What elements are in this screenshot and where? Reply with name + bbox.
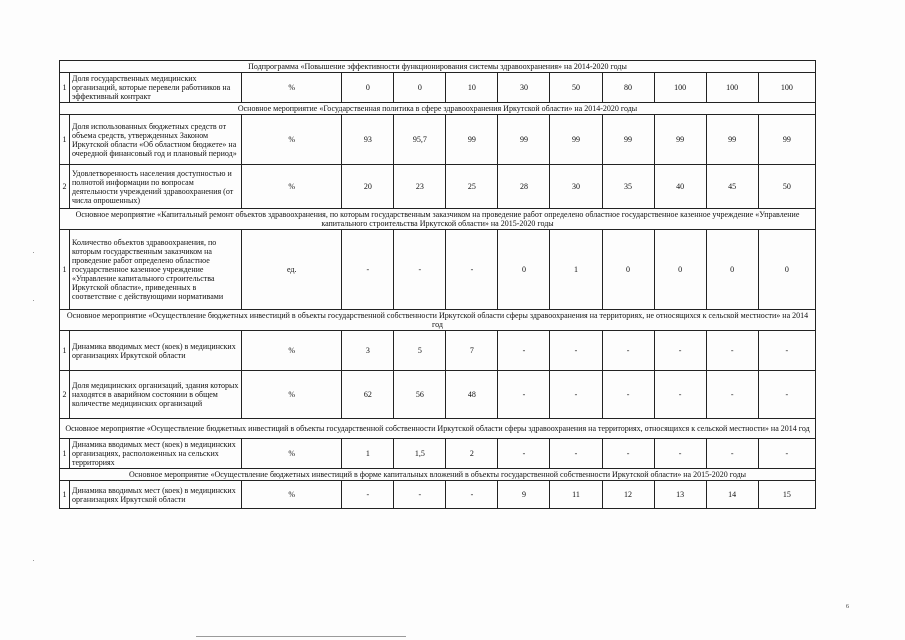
row-number: 2: [60, 165, 70, 209]
value-cell: 13: [654, 481, 706, 509]
value-cell: -: [706, 331, 758, 371]
section-header-row: [60, 209, 816, 230]
scan-artifact-dot: [33, 300, 34, 301]
table-row: [60, 331, 816, 371]
value-cell: 56: [394, 371, 446, 419]
value-cell: 12: [602, 481, 654, 509]
value-cell: 3: [342, 331, 394, 371]
value-cell: -: [654, 439, 706, 469]
value-cell: -: [706, 439, 758, 469]
indicator-name: Доля медицинских организаций, здания которых находятся в аварийном состоянии в общем количестве медицинских организаций: [70, 371, 242, 419]
value-cell: -: [602, 439, 654, 469]
value-cell: 20: [342, 165, 394, 209]
unit-cell: %: [242, 439, 342, 469]
value-cell: 100: [654, 73, 706, 103]
unit-cell: %: [242, 331, 342, 371]
section-header-row: [60, 103, 816, 115]
unit-cell: %: [242, 371, 342, 419]
value-cell: 1: [342, 439, 394, 469]
scan-artifact-line: [196, 636, 406, 637]
row-number: 1: [60, 331, 70, 371]
unit-cell: %: [242, 73, 342, 103]
value-cell: 99: [550, 115, 602, 165]
unit-cell: %: [242, 481, 342, 509]
row-number: 1: [60, 230, 70, 310]
value-cell: 9: [498, 481, 550, 509]
value-cell: 30: [498, 73, 550, 103]
value-cell: -: [758, 371, 815, 419]
value-cell: 0: [498, 230, 550, 310]
value-cell: 50: [550, 73, 602, 103]
section-header-row: [60, 61, 816, 73]
value-cell: 0: [342, 73, 394, 103]
value-cell: -: [602, 331, 654, 371]
unit-cell: %: [242, 165, 342, 209]
indicator-name: Динамика вводимых мест (коек) в медицинских организациях Иркутской области: [70, 481, 242, 509]
section-title: Основное мероприятие «Капитальный ремонт объектов здравоохранения, по которым государственным заказчиком на проведение работ определено областное государственное казенное учреждение «Управление капитального строительства Иркутской области» на 2015-2020 годы: [60, 209, 816, 230]
value-cell: 5: [394, 331, 446, 371]
value-cell: 30: [550, 165, 602, 209]
value-cell: -: [550, 371, 602, 419]
value-cell: -: [498, 439, 550, 469]
indicator-name: Удовлетворенность населения доступностью и полнотой информации по вопросам деятельности учреждений здравоохранения (от числа опрошенных): [70, 165, 242, 209]
value-cell: 62: [342, 371, 394, 419]
unit-cell: %: [242, 115, 342, 165]
value-cell: 100: [758, 73, 815, 103]
value-cell: 35: [602, 165, 654, 209]
value-cell: -: [758, 331, 815, 371]
value-cell: 48: [446, 371, 498, 419]
value-cell: 0: [706, 230, 758, 310]
value-cell: -: [342, 230, 394, 310]
value-cell: 15: [758, 481, 815, 509]
value-cell: 11: [550, 481, 602, 509]
value-cell: 0: [394, 73, 446, 103]
value-cell: 80: [602, 73, 654, 103]
indicator-name: Доля использованных бюджетных средств от объема средств, утвержденных Законом Иркутской области «Об областном бюджете» на очередной финансовый год и плановый период»: [70, 115, 242, 165]
indicator-name: Динамика вводимых мест (коек) в медицинских организациях, расположенных на сельских территориях: [70, 439, 242, 469]
section-title: Подпрограмма «Повышение эффективности функционирования системы здравоохранения» на 2014-2020 годы: [60, 61, 816, 73]
indicator-name: Количество объектов здравоохранения, по которым государственным заказчиком на проведение работ определено областное государственное казенное учреждение «Управление капитального строительства Иркутской области», приведенных в соответствие с действующими нормативами: [70, 230, 242, 310]
value-cell: 99: [758, 115, 815, 165]
table-row: [60, 165, 816, 209]
indicator-name: Динамика вводимых мест (коек) в медицинских организациях Иркутской области: [70, 331, 242, 371]
value-cell: -: [758, 439, 815, 469]
row-number: 2: [60, 371, 70, 419]
unit-cell: ед.: [242, 230, 342, 310]
value-cell: 1,5: [394, 439, 446, 469]
value-cell: 23: [394, 165, 446, 209]
value-cell: -: [394, 481, 446, 509]
section-header-row: [60, 310, 816, 331]
table-row: [60, 230, 816, 310]
row-number: 1: [60, 115, 70, 165]
value-cell: 45: [706, 165, 758, 209]
value-cell: -: [498, 331, 550, 371]
page-number: 6: [846, 604, 849, 610]
value-cell: -: [550, 331, 602, 371]
indicators-table: [59, 60, 816, 509]
value-cell: -: [654, 331, 706, 371]
value-cell: 100: [706, 73, 758, 103]
row-number: 1: [60, 481, 70, 509]
value-cell: -: [498, 371, 550, 419]
value-cell: -: [550, 439, 602, 469]
value-cell: -: [446, 481, 498, 509]
value-cell: 10: [446, 73, 498, 103]
value-cell: 14: [706, 481, 758, 509]
section-header-row: [60, 469, 816, 481]
value-cell: -: [342, 481, 394, 509]
value-cell: 0: [602, 230, 654, 310]
value-cell: 0: [654, 230, 706, 310]
value-cell: -: [446, 230, 498, 310]
section-title: Основное мероприятие «Осуществление бюджетных инвестиций в форме капитальных вложений в объекты государственной собственности Иркутской области» на 2015-2020 годы: [60, 469, 816, 481]
value-cell: 99: [654, 115, 706, 165]
value-cell: 1: [550, 230, 602, 310]
value-cell: -: [654, 371, 706, 419]
table-row: [60, 371, 816, 419]
table-row: [60, 73, 816, 103]
row-number: 1: [60, 439, 70, 469]
indicator-name: Доля государственных медицинских организаций, которые перевели работников на эффективный контракт: [70, 73, 242, 103]
row-number: 1: [60, 73, 70, 103]
value-cell: 50: [758, 165, 815, 209]
table-row: [60, 439, 816, 469]
value-cell: 7: [446, 331, 498, 371]
section-title: Основное мероприятие «Государственная политика в сфере здравоохранения Иркутской области» на 2014-2020 годы: [60, 103, 816, 115]
value-cell: 95,7: [394, 115, 446, 165]
value-cell: 28: [498, 165, 550, 209]
value-cell: 99: [498, 115, 550, 165]
value-cell: 93: [342, 115, 394, 165]
value-cell: -: [394, 230, 446, 310]
value-cell: 99: [706, 115, 758, 165]
value-cell: 25: [446, 165, 498, 209]
section-title: Основное мероприятие «Осуществление бюджетных инвестиций в объекты государственной собственности Иркутской области сферы здравоохранения на территориях, относящихся к сельской местности» на 2014 год: [60, 419, 816, 439]
value-cell: 99: [602, 115, 654, 165]
section-title: Основное мероприятие «Осуществление бюджетных инвестиций в объекты государственной собственности Иркутской области сферы здравоохранения на территориях, не относящихся к сельской местности» на 2014 год: [60, 310, 816, 331]
value-cell: 0: [758, 230, 815, 310]
value-cell: 40: [654, 165, 706, 209]
section-header-row: [60, 419, 816, 439]
table-row: [60, 481, 816, 509]
value-cell: 99: [446, 115, 498, 165]
table-row: [60, 115, 816, 165]
scan-artifact-dot: [33, 560, 34, 561]
scan-artifact-dot: [33, 252, 34, 253]
value-cell: 2: [446, 439, 498, 469]
value-cell: -: [602, 371, 654, 419]
value-cell: -: [706, 371, 758, 419]
